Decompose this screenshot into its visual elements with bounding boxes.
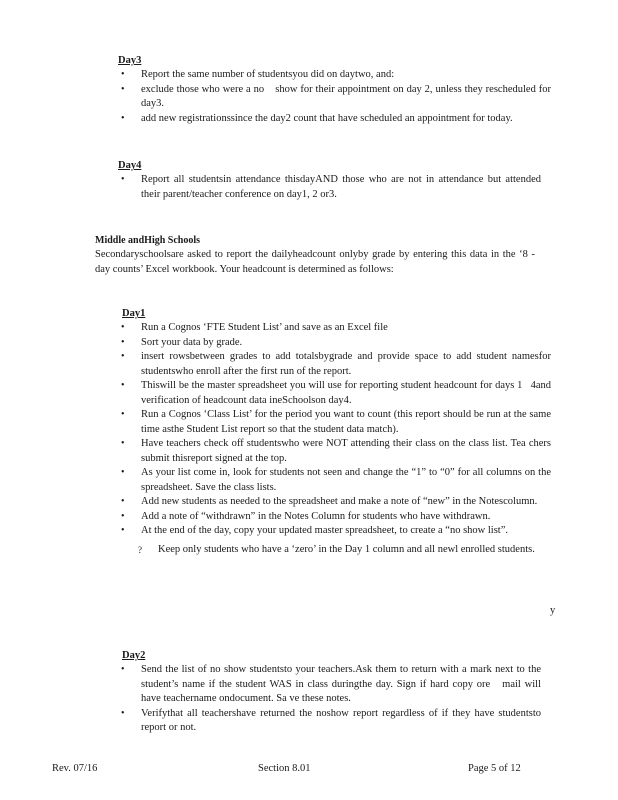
sub-item-tail: y — [550, 605, 556, 616]
list-item: • Have teachers check off studentswho were NOT attending their class on the class list. Tea chers submit thisreport signed at the top. — [121, 437, 551, 466]
list-item: • Thiswill be the master spreadsheet you will use for reporting student headcount for days 1 4and verification of headcount data ineSchoolson day4. — [121, 379, 551, 408]
sub-item-text: Keep only students who have a ‘zero’ in the Day 1 column and all newl enrolled students. — [158, 543, 535, 555]
list-item: • At the end of the day, copy your updated master spreadsheet, to create a “no show list”. — [121, 524, 551, 539]
list-item: • Send the list of no show studentsto your teachers.Ask them to return with a mark next to the student’s name if the student WAS in class duringthe day. Sign if hard copy ore  mail will have teachername ondocument. Sa ve these notes. — [121, 663, 541, 707]
list-item: • Run a Cognos ‘Class List’ for the period you want to count (this report should be run at the same time asthe Student List report so that the student data match). — [121, 408, 551, 437]
day3-list — [121, 68, 551, 126]
day4-list — [121, 173, 541, 202]
day1-heading: Day1 — [122, 308, 146, 319]
day3-heading: Day3 — [118, 55, 142, 66]
sub-list — [121, 543, 551, 558]
footer-revision: Rev. 07/16 — [52, 763, 98, 774]
sub-list-item — [121, 543, 551, 558]
footer-section: Section 8.01 — [258, 763, 311, 774]
list-item: • Report all studentsin attendance thisdayAND those who are not in attendance but attended their parent/teacher conference on day1, 2 or3. — [121, 173, 541, 202]
section-title: Middle andHigh Schools — [95, 235, 201, 246]
list-item: • Add a note of “withdrawn” in the Notes Column for students who have withdrawn. — [121, 510, 551, 525]
list-item: • As your list come in, look for students not seen and change the “1” to “0” for all columns on the spreadsheet. Save the class lists. — [121, 466, 551, 495]
list-item: • Add new students as needed to the spreadsheet and make a note of “new” in the Notescolumn. — [121, 495, 551, 510]
footer-page-number: Page 5 of 12 — [468, 763, 521, 774]
list-item: • Sort your data by grade. — [121, 336, 551, 351]
list-item: • exclude those who were a no  show for their appointment on day 2, unless they rescheduled for day3. — [121, 83, 551, 112]
day1-list — [121, 321, 551, 557]
list-item: • Verifythat all teachershave returned the noshow report regardless of if they have studentsto report or not. — [121, 707, 541, 736]
day4-heading: Day4 — [118, 160, 142, 171]
list-item: • Run a Cognos ‘FTE Student List’ and save as an Excel file — [121, 321, 551, 336]
list-item: • Report the same number of studentsyou did on daytwo, and: — [121, 68, 551, 83]
day2-list — [121, 663, 541, 736]
list-item: • insert rowsbetween grades to add totalsbygrade and provide space to add student namesfor studentswho enroll after the first run of the report. — [121, 350, 551, 379]
sub-bullet-icon: ? — [138, 544, 142, 555]
section-intro: Secondaryschoolsare asked to report the dailyheadcount onlyby grade by entering this data in the ‘8 -day counts’ Excel workbook. Your headcount is determined as follows: — [95, 249, 535, 275]
list-item: • add new registrationssince the day2 count that have scheduled an appointment for today. — [121, 112, 551, 127]
day2-heading: Day2 — [122, 650, 146, 661]
